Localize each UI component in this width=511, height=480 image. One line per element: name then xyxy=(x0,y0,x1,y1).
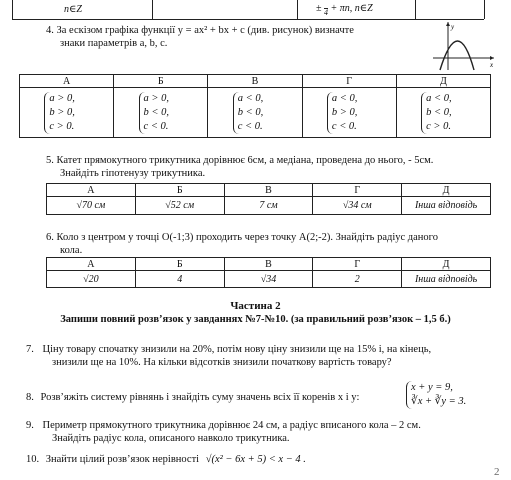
top-left-cell: n∈Z xyxy=(64,4,82,15)
answer-v: √34 xyxy=(224,271,313,288)
answer-v: 7 см xyxy=(224,197,313,215)
header-v: В xyxy=(224,258,313,271)
question-text: Розв’яжіть систему рівнянь і знайдіть суму значень всіх її коренів x і y: xyxy=(40,392,360,403)
header-b: Б xyxy=(114,75,208,88)
part2-subtitle: Запиши повний розв’язок у завданнях №7-№10. (за правильний розв’язок – 1,5 б.) xyxy=(60,314,451,325)
question-8 xyxy=(26,391,416,404)
q5-answer-table xyxy=(46,183,491,215)
question-5 xyxy=(46,154,506,180)
header-v: В xyxy=(224,184,313,197)
question-text: Знайдіть радіус кола, описаного навколо трикутника. xyxy=(52,433,290,444)
header-g: Г xyxy=(313,184,402,197)
question-text: Ціну товару спочатку знизили на 20%, потім нову ціну знизили ще на 15% і, на кінець, xyxy=(42,344,432,355)
answer-d: Інша відповідь xyxy=(402,197,491,215)
option-d: a < 0, b < 0, c > 0. xyxy=(396,88,490,138)
graph-x-label: x xyxy=(490,61,494,69)
option-v: a < 0, b < 0, c < 0. xyxy=(208,88,302,138)
question-6 xyxy=(46,231,506,257)
answer-a: √70 см xyxy=(47,197,136,215)
option-g: a < 0, b > 0, c < 0. xyxy=(302,88,396,138)
option-b: a > 0, b < 0, c < 0. xyxy=(114,88,208,138)
answer-d: Інша відповідь xyxy=(402,271,491,288)
header-d: Д xyxy=(396,75,490,88)
question-number: 4. xyxy=(46,25,54,36)
question-number: 5. xyxy=(46,155,54,166)
header-g: Г xyxy=(313,258,402,271)
page-number: 2 xyxy=(494,466,500,478)
answer-a: √20 xyxy=(47,271,136,288)
question-text: кола. xyxy=(60,245,83,256)
question-number: 10. xyxy=(26,454,40,465)
question-text: Периметр прямокутного трикутника дорівнює 24 см, а радіус вписаного кола – 2 см. xyxy=(42,420,421,431)
parabola-graph xyxy=(428,20,498,72)
question-text: знаки параметрів a, b, c. xyxy=(60,38,168,49)
question-text: Коло з центром у точці O(-1;3) проходить через точку A(2;-2). Знайдіть радіус даного xyxy=(56,232,438,243)
graph-y-label: y xyxy=(451,23,455,31)
question-number: 8. xyxy=(26,392,34,403)
part2-title: Частина 2 xyxy=(230,300,281,312)
header-a: А xyxy=(47,258,136,271)
question-text: знизили ще на 10%. На кільки відсотків знизили початкову вартість товару? xyxy=(52,357,392,368)
question-10 xyxy=(26,453,466,466)
inequality: √(x² − 6x + 5) < x − 4 . xyxy=(205,454,306,465)
q6-answer-table xyxy=(46,257,491,288)
question-number: 6. xyxy=(46,232,54,243)
option-a: a > 0, b > 0, c > 0. xyxy=(20,88,114,138)
header-b: Б xyxy=(135,184,224,197)
question-text: Катет прямокутного трикутника дорівнює 6см, а медіана, проведена до нього, - 5см. xyxy=(56,155,434,166)
answer-b: √52 см xyxy=(135,197,224,215)
question-text: Знайти цілий розв’язок нерівності xyxy=(45,454,200,465)
question-4 xyxy=(46,24,416,50)
top-right-cell: ± 4 + πn, n∈Z xyxy=(316,2,373,17)
q4-answer-table xyxy=(19,74,491,138)
header-d: Д xyxy=(402,258,491,271)
answer-g: 2 xyxy=(313,271,402,288)
answer-b: 4 xyxy=(135,271,224,288)
header-b: Б xyxy=(135,258,224,271)
header-g: Г xyxy=(302,75,396,88)
question-text: За ескізом графіка функції y = ax² + bx + c (див. рисунок) визначте xyxy=(56,25,354,36)
question-9 xyxy=(26,419,506,445)
q8-system: x + y = 9, ∛x + ∛y = 3. xyxy=(406,381,466,409)
question-text: Знайдіть гіпотенузу трикутника. xyxy=(60,168,206,179)
answer-g: √34 см xyxy=(313,197,402,215)
header-d: Д xyxy=(402,184,491,197)
header-a: А xyxy=(47,184,136,197)
header-v: В xyxy=(208,75,302,88)
question-number: 7. xyxy=(26,344,34,355)
question-number: 9. xyxy=(26,420,34,431)
question-7 xyxy=(26,343,506,369)
top-table-fragment xyxy=(0,0,511,20)
header-a: А xyxy=(20,75,114,88)
